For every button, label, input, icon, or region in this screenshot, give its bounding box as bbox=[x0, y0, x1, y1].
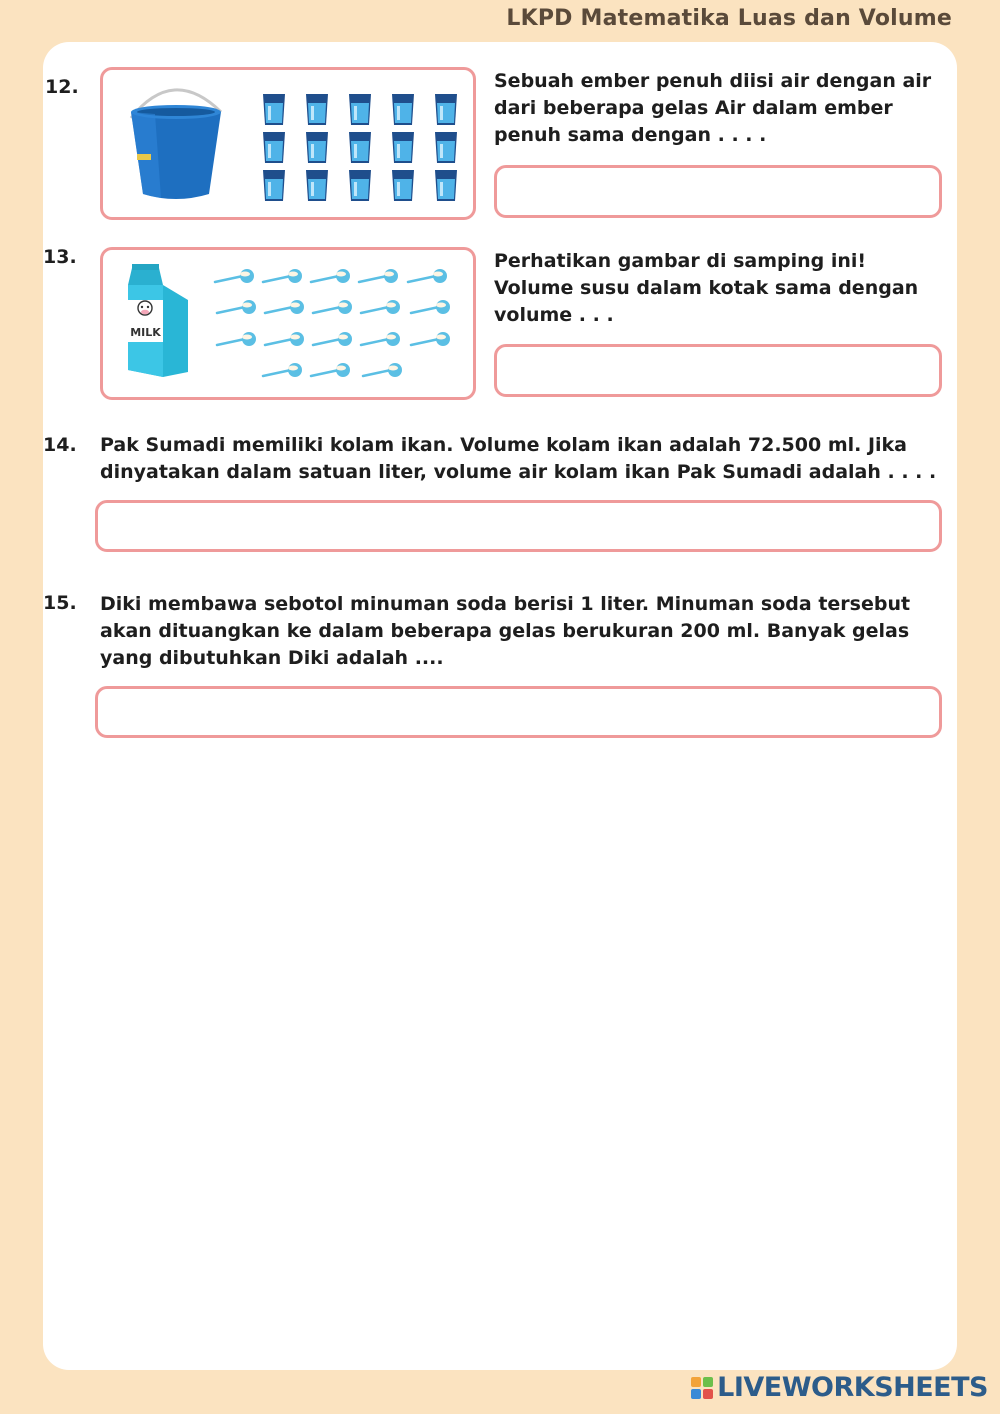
question-12-line-3: penuh sama dengan . . . . bbox=[494, 124, 767, 146]
measuring-spoon-icon bbox=[411, 300, 450, 314]
bucket-and-glasses-illustration bbox=[103, 70, 473, 217]
question-15-answer-input[interactable] bbox=[95, 686, 942, 738]
question-13-number: 13. bbox=[43, 246, 77, 268]
water-glass-icon bbox=[263, 132, 285, 163]
water-glass-icon bbox=[349, 170, 371, 201]
question-13-image bbox=[100, 247, 476, 400]
measuring-spoon-icon bbox=[411, 332, 450, 346]
measuring-spoon-icon bbox=[265, 300, 304, 314]
water-glass-icon bbox=[435, 170, 457, 201]
milk-and-spoons-illustration bbox=[103, 250, 473, 397]
measuring-spoon-icon bbox=[265, 332, 304, 346]
question-15-line-1: Diki membawa sebotol minuman soda berisi 1 liter. Minuman soda tersebut bbox=[100, 593, 911, 615]
question-14-text bbox=[100, 432, 936, 486]
question-14-line-2: dinyatakan dalam satuan liter, volume air kolam ikan Pak Sumadi adalah . . . . bbox=[100, 461, 937, 483]
measuring-spoon-icon bbox=[217, 332, 256, 346]
measuring-spoon-icon bbox=[361, 332, 400, 346]
question-12-line-2: dari beberapa gelas Air dalam ember bbox=[494, 97, 893, 119]
question-12-number: 12. bbox=[45, 76, 79, 98]
question-14-line-1: Pak Sumadi memiliki kolam ikan. Volume kolam ikan adalah 72.500 ml. Jika bbox=[100, 434, 908, 456]
glasses-grid bbox=[263, 94, 457, 201]
water-glass-icon bbox=[306, 94, 328, 125]
liveworksheets-text: LIVEWORKSHEETS bbox=[717, 1372, 988, 1403]
question-15-number: 15. bbox=[43, 592, 77, 614]
worksheet-paper bbox=[43, 42, 957, 1370]
question-12-line-1: Sebuah ember penuh diisi air dengan air bbox=[494, 70, 932, 92]
milk-carton-icon bbox=[128, 264, 188, 377]
water-glass-icon bbox=[435, 132, 457, 163]
liveworksheets-logo-icon bbox=[691, 1377, 713, 1399]
measuring-spoon-icon bbox=[311, 269, 350, 283]
question-12-answer-input[interactable] bbox=[494, 165, 942, 218]
water-glass-icon bbox=[306, 170, 328, 201]
measuring-spoon-icon bbox=[408, 269, 447, 283]
question-13-line-3: volume . . . bbox=[494, 304, 614, 326]
water-glass-icon bbox=[306, 132, 328, 163]
water-glass-icon bbox=[392, 132, 414, 163]
question-12-image bbox=[100, 67, 476, 220]
bucket-icon bbox=[131, 90, 221, 199]
measuring-spoon-icon bbox=[359, 269, 398, 283]
question-13-answer-input[interactable] bbox=[494, 344, 942, 397]
question-15-line-3: yang dibutuhkan Diki adalah .... bbox=[100, 647, 444, 669]
page-title: LKPD Matematika Luas dan Volume bbox=[506, 6, 952, 31]
water-glass-icon bbox=[263, 170, 285, 201]
measuring-spoon-icon bbox=[313, 300, 352, 314]
question-14-number: 14. bbox=[43, 434, 77, 456]
question-13-line-2: Volume susu dalam kotak sama dengan bbox=[494, 277, 919, 299]
water-glass-icon bbox=[392, 170, 414, 201]
water-glass-icon bbox=[263, 94, 285, 125]
water-glass-icon bbox=[349, 132, 371, 163]
question-13-line-1: Perhatikan gambar di samping ini! bbox=[494, 250, 867, 272]
measuring-spoon-icon bbox=[311, 363, 350, 377]
measuring-spoon-icon bbox=[363, 363, 402, 377]
measuring-spoon-icon bbox=[361, 300, 400, 314]
measuring-spoon-icon bbox=[313, 332, 352, 346]
water-glass-icon bbox=[349, 94, 371, 125]
question-15-line-2: akan dituangkan ke dalam beberapa gelas berukuran 200 ml. Banyak gelas bbox=[100, 620, 910, 642]
measuring-spoon-icon bbox=[215, 269, 254, 283]
question-14-answer-input[interactable] bbox=[95, 500, 942, 552]
liveworksheets-brand bbox=[691, 1372, 988, 1403]
milk-carton-label: MILK bbox=[130, 326, 161, 339]
question-15-text bbox=[100, 591, 910, 672]
question-12-text bbox=[494, 68, 931, 149]
question-13-text bbox=[494, 248, 918, 329]
measuring-spoon-icon bbox=[217, 300, 256, 314]
water-glass-icon bbox=[435, 94, 457, 125]
water-glass-icon bbox=[392, 94, 414, 125]
measuring-spoon-icon bbox=[263, 363, 302, 377]
spoons-grid bbox=[215, 269, 450, 377]
measuring-spoon-icon bbox=[263, 269, 302, 283]
